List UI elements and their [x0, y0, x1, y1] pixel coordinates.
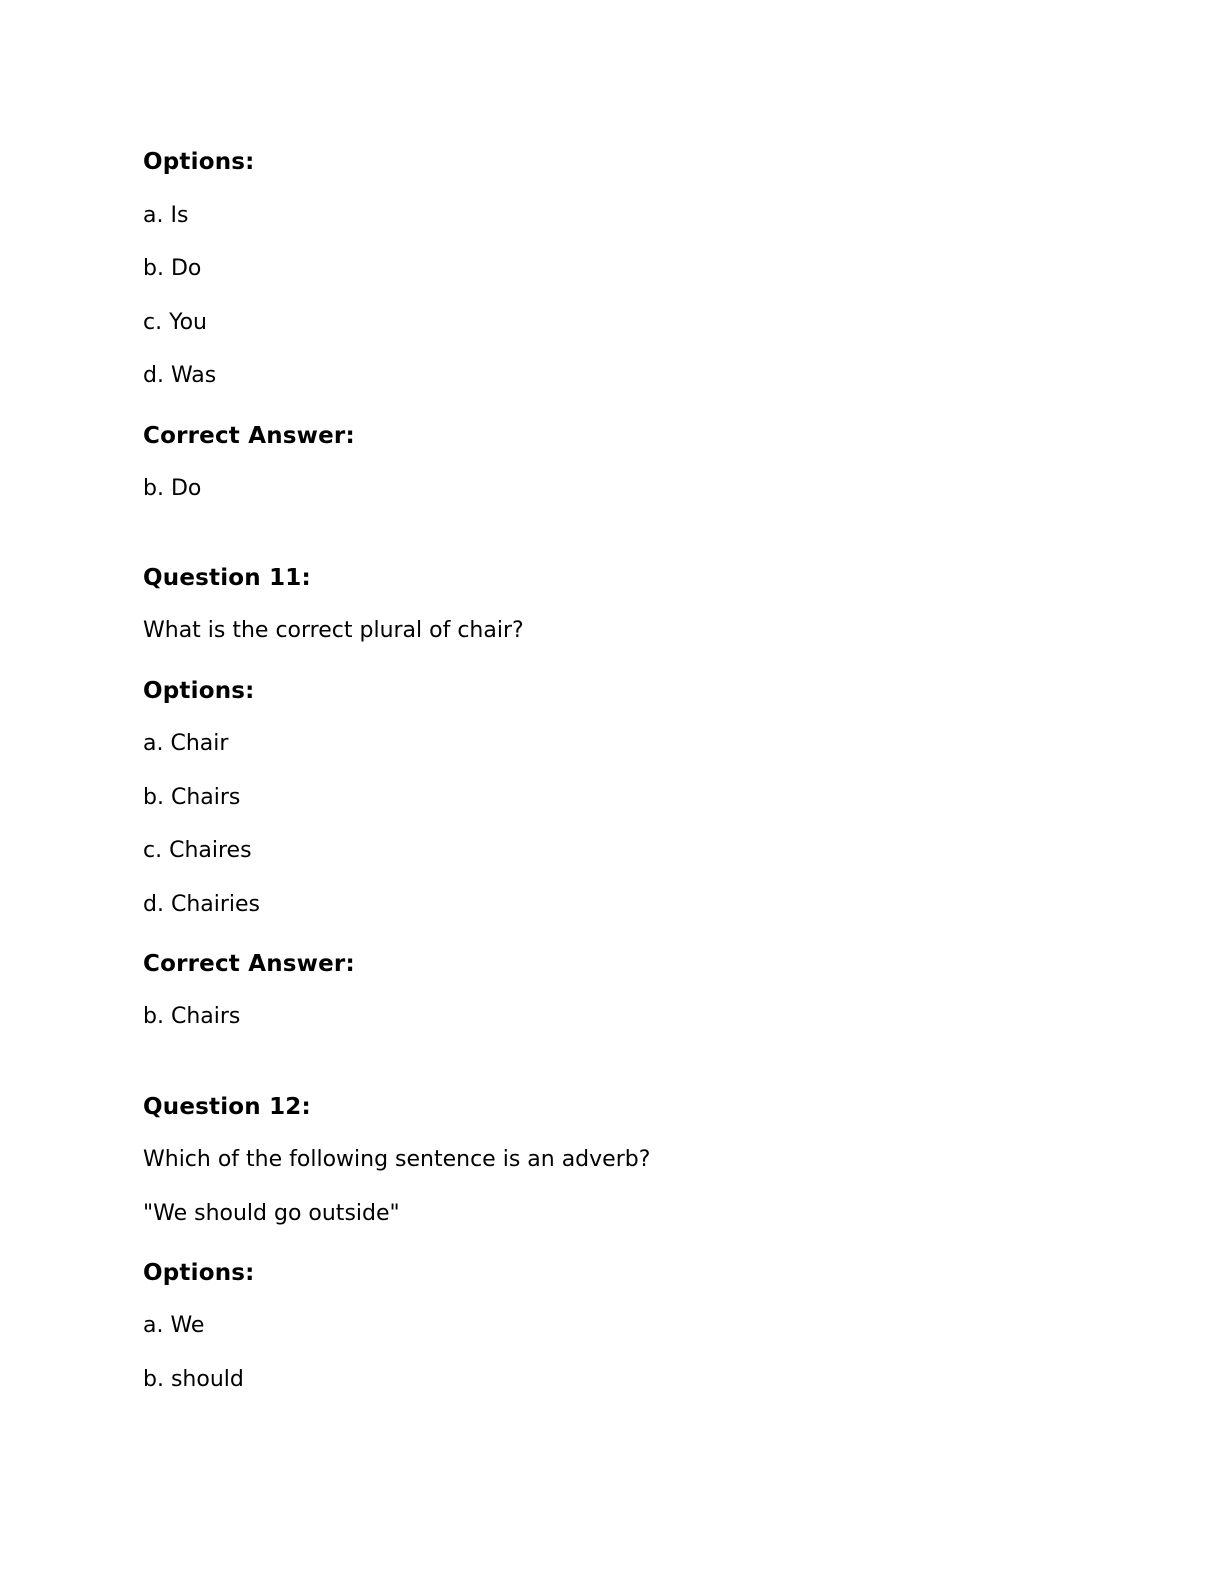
question-prompt: What is the correct plural of chair? [143, 618, 524, 643]
question-heading: Question 11: [143, 565, 311, 591]
option-item: d. Chairies [143, 892, 261, 917]
options-heading: Options: [143, 678, 255, 704]
option-item: a. Is [143, 203, 189, 228]
option-item: a. Chair [143, 731, 229, 756]
option-item: d. Was [143, 363, 217, 388]
option-item: c. You [143, 310, 208, 335]
options-heading: Options: [143, 149, 255, 175]
question-quote: "We should go outside" [143, 1201, 400, 1226]
correct-answer-heading: Correct Answer: [143, 951, 355, 977]
option-item: b. Do [143, 256, 202, 281]
option-item: a. We [143, 1313, 205, 1338]
question-prompt: Which of the following sentence is an adverb? [143, 1147, 651, 1172]
option-item: b. should [143, 1367, 244, 1392]
question-heading: Question 12: [143, 1094, 311, 1120]
correct-answer: b. Do [143, 476, 202, 501]
correct-answer-heading: Correct Answer: [143, 423, 355, 449]
correct-answer: b. Chairs [143, 1004, 241, 1029]
option-item: c. Chaires [143, 838, 252, 863]
options-heading: Options: [143, 1260, 255, 1286]
option-item: b. Chairs [143, 785, 241, 810]
